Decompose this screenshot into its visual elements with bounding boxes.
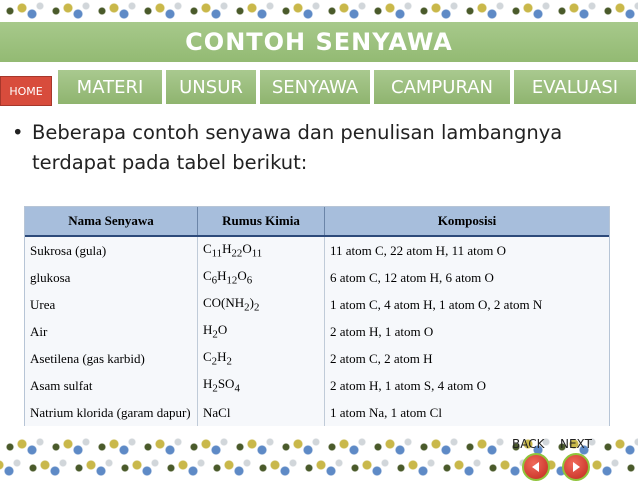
cell-rumus: $H_2SO_4$ — [198, 372, 325, 399]
cell-komposisi: 6 atom C, 12 atom H, 6 atom O — [330, 269, 494, 285]
cell-komposisi: 2 atom C, 2 atom H — [330, 350, 433, 366]
cell-komposisi: 1 atom Na, 1 atom Cl — [330, 404, 442, 420]
page-title: CONTOH SENYAWA — [0, 22, 638, 62]
table-row — [25, 264, 609, 291]
nav-bar — [0, 70, 638, 104]
cell-nama: Asam sulfat — [25, 372, 198, 399]
cell-nama: Natrium klorida (garam dapur) — [25, 399, 198, 426]
table-row — [25, 291, 609, 318]
cell-nama: Asetilena (gas karbid) — [25, 345, 198, 372]
nav-senyawa[interactable]: SENYAWA — [260, 70, 370, 104]
next-button[interactable] — [562, 453, 590, 481]
header-rumus-kimia: Rumus Kimia — [198, 207, 325, 236]
cell-rumus: $CO(NH_2)_2$ — [198, 291, 325, 318]
table-row — [25, 372, 609, 399]
nav-evaluasi[interactable]: EVALUASI — [514, 70, 636, 104]
cell-rumus: NaCl — [198, 399, 325, 426]
cell-komposisi: 1 atom C, 4 atom H, 1 atom O, 2 atom N — [330, 296, 543, 312]
intro-text-block — [12, 118, 602, 178]
cell-nama: Sukrosa (gula) — [25, 236, 198, 264]
next-label: NEXT — [560, 437, 592, 451]
cell-komposisi: 11 atom C, 22 atom H, 11 atom O — [330, 242, 506, 258]
cell-rumus: $C_6H_{12}O_6$ — [198, 264, 325, 291]
table-row — [25, 236, 609, 264]
cell-komposisi: 2 atom H, 1 atom O — [330, 323, 434, 339]
table-row — [25, 318, 609, 345]
molecule-border-top — [0, 0, 638, 22]
header-nama-senyawa: Nama Senyawa — [25, 207, 198, 236]
cell-rumus: $H_2O$ — [198, 318, 325, 345]
header-komposisi: Komposisi — [325, 207, 610, 236]
cell-nama: glukosa — [25, 264, 198, 291]
intro-text: Beberapa contoh senyawa dan penulisan lambangnya terdapat pada tabel berikut: — [32, 121, 563, 174]
cell-nama: Urea — [25, 291, 198, 318]
nav-materi[interactable]: MATERI — [58, 70, 162, 104]
table-header-row — [25, 207, 609, 236]
cell-rumus: $C_{11}H_{22}O_{11}$ — [198, 236, 325, 264]
home-button[interactable]: HOME — [0, 76, 52, 106]
nav-campuran[interactable]: CAMPURAN — [374, 70, 510, 104]
arrow-right-icon — [569, 460, 583, 474]
back-label: BACK — [512, 437, 545, 451]
cell-komposisi: 2 atom H, 1 atom S, 4 atom O — [330, 377, 486, 393]
compound-table — [24, 206, 610, 426]
cell-nama: Air — [25, 318, 198, 345]
table-row — [25, 345, 609, 372]
bullet-icon: • — [12, 121, 24, 144]
arrow-left-icon — [529, 460, 543, 474]
table-row — [25, 399, 609, 426]
nav-unsur[interactable]: UNSUR — [166, 70, 256, 104]
cell-rumus: $C_2H_2$ — [198, 345, 325, 372]
back-button[interactable] — [522, 453, 550, 481]
